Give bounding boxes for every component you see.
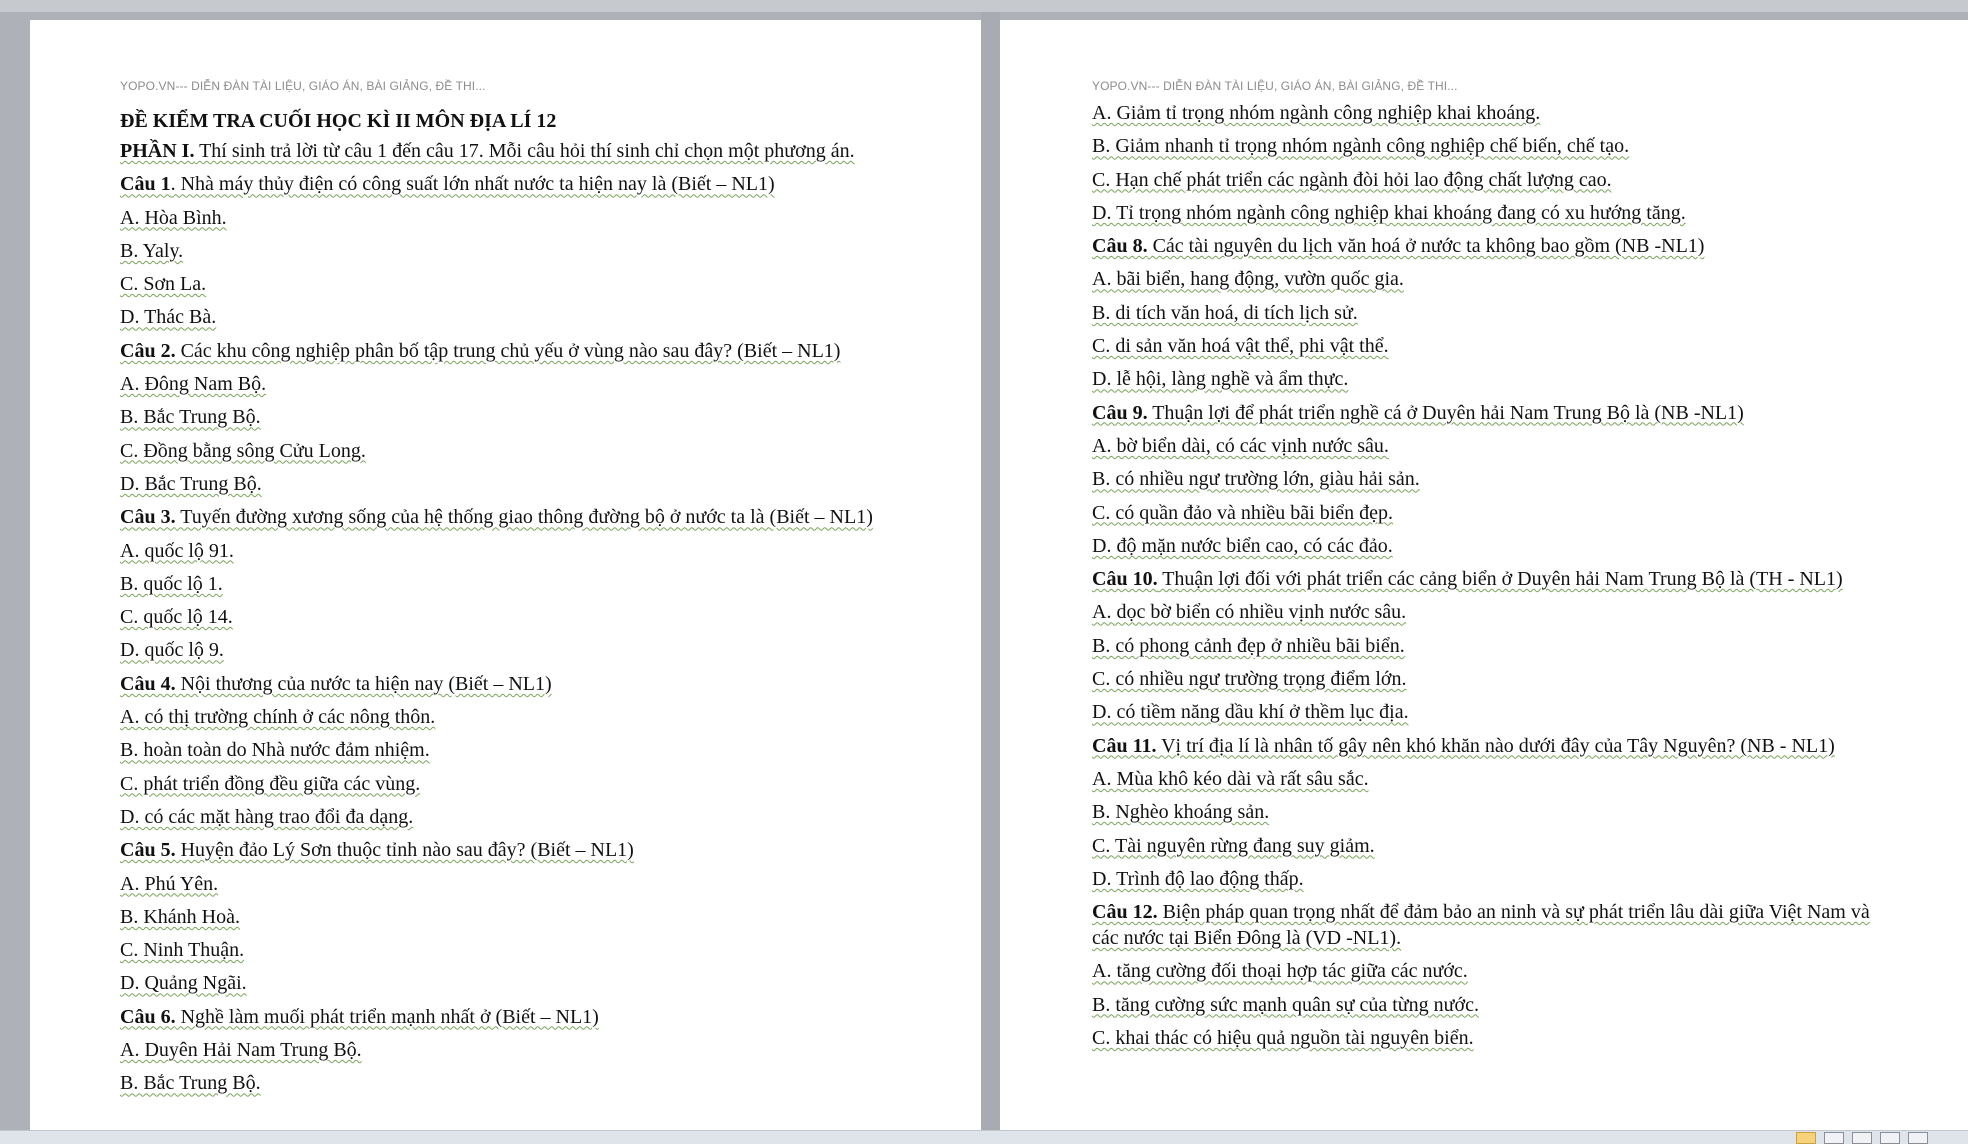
question-text: Các khu công nghiệp phân bố tập trung chủ yếu ở vùng nào sau đây? (Biết – NL1) [175,339,841,362]
question-text: Vị trí địa lí là nhân tố gây nên khó khăn nào dưới đây của Tây Nguyên? (NB - NL1) [1156,734,1835,757]
question-line [1092,699,1898,725]
question-text: D. Quảng Ngãi. [120,972,247,995]
question-line [1092,100,1898,126]
question-text: D. có tiềm năng dầu khí ở thềm lục địa. [1092,701,1409,724]
question-text: A. có thị trường chính ở các nông thôn. [120,706,436,729]
question-line [1092,300,1898,326]
question-line [1092,599,1898,625]
question-line [1092,733,1898,759]
question-line [120,804,901,830]
question-text: D. lễ hội, làng nghề và ẩm thực. [1092,368,1349,391]
question-text: C. Tài nguyên rừng đang suy giảm. [1092,834,1375,857]
question-line [120,737,901,763]
question-text: C. khai thác có hiệu quả nguồn tài nguyên biển. [1092,1027,1474,1050]
question-line [120,371,901,397]
question-text: B. quốc lộ 1. [120,572,223,595]
question-line [1092,958,1898,984]
question-line [120,504,901,530]
question-text: C. Ninh Thuận. [120,939,245,962]
question-line [1092,566,1898,592]
question-text: B. Bắc Trung Bộ. [120,406,261,429]
full-screen-view-icon[interactable] [1824,1132,1844,1144]
question-text: B. có phong cảnh đẹp ở nhiều bãi biển. [1092,634,1405,657]
question-line [1092,466,1898,492]
question-line [1092,1025,1898,1051]
question-text: A. Giảm tỉ trọng nhóm ngành công nghiệp khai khoáng. [1092,102,1541,124]
question-label: Câu 10. [1092,568,1158,591]
question-text: D. có các mặt hàng trao đổi đa dạng. [120,805,414,828]
view-mode-buttons [1796,1131,1928,1144]
question-line [120,271,901,297]
question-text: B. Yaly. [120,239,184,262]
question-text: Biện pháp quan trọng nhất để đảm bảo an ninh và sự phát triển lâu dài giữa Việt Nam và các nước tại Biển Đông là (VD -NL1). [1092,901,1870,950]
question-text: A. bãi biển, hang động, vườn quốc gia. [1092,268,1404,291]
question-label: Câu 5. [120,839,176,862]
question-line [1092,400,1898,426]
question-line [120,771,901,797]
document-page-right[interactable] [1000,20,1968,1130]
page-gap [981,12,1000,1130]
question-text: B. Khánh Hoà. [120,905,240,928]
question-line [120,304,901,330]
question-text: D. quốc lộ 9. [120,639,224,662]
question-line [1092,133,1898,159]
web-layout-view-icon[interactable] [1852,1132,1872,1144]
question-text: A. Phú Yên. [120,872,219,895]
question-line [120,970,901,996]
question-text: B. Giảm nhanh tỉ trọng nhóm ngành công nghiệp chế biến, chế tạo. [1092,135,1630,158]
question-line [120,604,901,630]
question-label: Câu 2. [120,339,176,362]
question-line [1092,866,1898,892]
question-line [120,937,901,963]
section-instruction: Thí sinh trả lời từ câu 1 đến câu 17. Mỗi câu hỏi thí sinh chỉ chọn một phương án. [194,140,855,162]
question-text: A. bờ biển dài, có các vịnh nước sâu. [1092,434,1389,457]
question-text: C. phát triển đồng đều giữa các vùng. [120,772,421,795]
question-text: A. Duyên Hải Nam Trung Bộ. [120,1039,362,1062]
question-label: Câu 11. [1092,734,1157,757]
question-line [120,438,901,464]
window-top-band [0,0,1968,12]
outline-view-icon[interactable] [1880,1132,1900,1144]
question-line [1092,899,1898,951]
question-line [120,671,901,697]
question-line [1092,766,1898,792]
question-label: Câu 12. [1092,901,1158,924]
question-text: C. Sơn La. [120,273,207,296]
question-label: Câu 9. [1092,401,1148,424]
question-text: Các tài nguyên du lịch văn hoá ở nước ta không bao gồm (NB -NL1) [1147,235,1705,258]
question-line [1092,167,1898,193]
question-line [1092,992,1898,1018]
question-text: C. Hạn chế phát triển các ngành đòi hỏi lao động chất lượng cao. [1092,168,1612,191]
question-text: A. Mùa khô kéo dài và rất sâu sắc. [1092,767,1369,790]
question-text: A. Đông Nam Bộ. [120,373,267,396]
question-text: D. Tỉ trọng nhóm ngành công nghiệp khai khoáng đang có xu hướng tăng. [1092,201,1686,224]
question-text: D. Bắc Trung Bộ. [120,472,262,495]
question-text: . Nhà máy thủy điện có công suất lớn nhất nước ta hiện nay là (Biết – NL1) [170,173,775,196]
question-label: Câu 8. [1092,235,1148,258]
question-label: Câu 1 [120,173,171,196]
question-line [1092,833,1898,859]
question-line [120,904,901,930]
question-text: C. quốc lộ 14. [120,606,233,629]
left-question-list [120,171,901,1096]
question-text: D. độ mặn nước biển cao, có các đảo. [1092,534,1393,557]
question-line [120,538,901,564]
print-layout-view-icon[interactable] [1796,1132,1816,1144]
question-line [120,238,901,264]
question-line [120,205,901,231]
question-text: Huyện đảo Lý Sơn thuộc tỉnh nào sau đây? (Biết – NL1) [175,839,634,862]
question-text: D. Trình độ lao động thấp. [1092,867,1304,890]
question-line [120,704,901,730]
status-bar [0,1130,1968,1144]
question-line [1092,366,1898,392]
question-line [120,837,901,863]
question-text: D. Thác Bà. [120,306,217,329]
question-line [1092,799,1898,825]
question-text: B. di tích văn hoá, di tích lịch sử. [1092,301,1358,324]
question-line [1092,666,1898,692]
question-line [120,637,901,663]
section-intro [120,138,901,164]
question-line [1092,433,1898,459]
question-text: C. có quần đảo và nhiều bãi biển đẹp. [1092,501,1394,524]
question-label: Câu 3. [120,506,176,529]
page-header: YOPO.VN--- DIỄN ĐÀN TÀI LIỆU, GIÁO ÁN, BÀI GIẢNG, ĐỀ THI... [120,79,486,93]
question-text: A. Hòa Bình. [120,206,227,229]
question-text: Tuyến đường xương sống của hệ thống giao thông đường bộ ở nước ta là (Biết – NL1) [175,506,873,529]
right-question-list [1092,100,1898,1051]
draft-view-icon[interactable] [1908,1132,1928,1144]
question-line [1092,500,1898,526]
question-line [1092,200,1898,226]
question-line [120,1037,901,1063]
question-text: Thuận lợi để phát triển nghề cá ở Duyên hải Nam Trung Bộ là (NB -NL1) [1147,401,1744,424]
question-line [120,171,901,197]
question-text: B. Bắc Trung Bộ. [120,1072,261,1095]
question-text: A. dọc bờ biển có nhiều vịnh nước sâu. [1092,601,1407,624]
section-label: PHẦN I. [120,140,195,162]
question-line [120,1070,901,1096]
question-line [120,1004,901,1030]
question-line [120,571,901,597]
question-line [1092,633,1898,659]
page-header: YOPO.VN--- DIỄN ĐÀN TÀI LIỆU, GIÁO ÁN, BÀI GIẢNG, ĐỀ THI... [1092,79,1458,93]
question-line [120,404,901,430]
question-text: B. hoàn toàn do Nhà nước đảm nhiệm. [120,739,430,762]
question-text: Thuận lợi đối với phát triển các cảng biển ở Duyên hải Nam Trung Bộ là (TH - NL1) [1157,568,1843,591]
question-text: B. có nhiều ngư trường lớn, giàu hải sản. [1092,468,1420,491]
question-label: Câu 6. [120,1005,176,1028]
question-line [120,338,901,364]
question-line [120,471,901,497]
question-line [1092,333,1898,359]
question-text: C. có nhiều ngư trường trọng điểm lớn. [1092,668,1407,691]
question-text: C. Đồng bằng sông Cửu Long. [120,439,366,462]
question-text: A. tăng cường đối thoại hợp tác giữa các nước. [1092,960,1468,983]
question-text: A. quốc lộ 91. [120,539,234,562]
question-line [1092,233,1898,259]
question-text: C. di sản văn hoá vật thể, phi vật thể. [1092,335,1389,358]
document-title: ĐỀ KIỂM TRA CUỐI HỌC KÌ II MÔN ĐỊA LÍ 12 [120,110,557,132]
question-label: Câu 4. [120,672,176,695]
question-line [1092,533,1898,559]
question-text: Nội thương của nước ta hiện nay (Biết – NL1) [175,672,552,695]
question-line [1092,266,1898,292]
question-text: B. tăng cường sức mạnh quân sự của từng nước. [1092,993,1479,1016]
question-line [120,871,901,897]
question-text: Nghề làm muối phát triển mạnh nhất ở (Biết – NL1) [175,1005,599,1028]
document-page-left[interactable] [30,20,981,1130]
question-text: B. Nghèo khoáng sản. [1092,801,1270,824]
